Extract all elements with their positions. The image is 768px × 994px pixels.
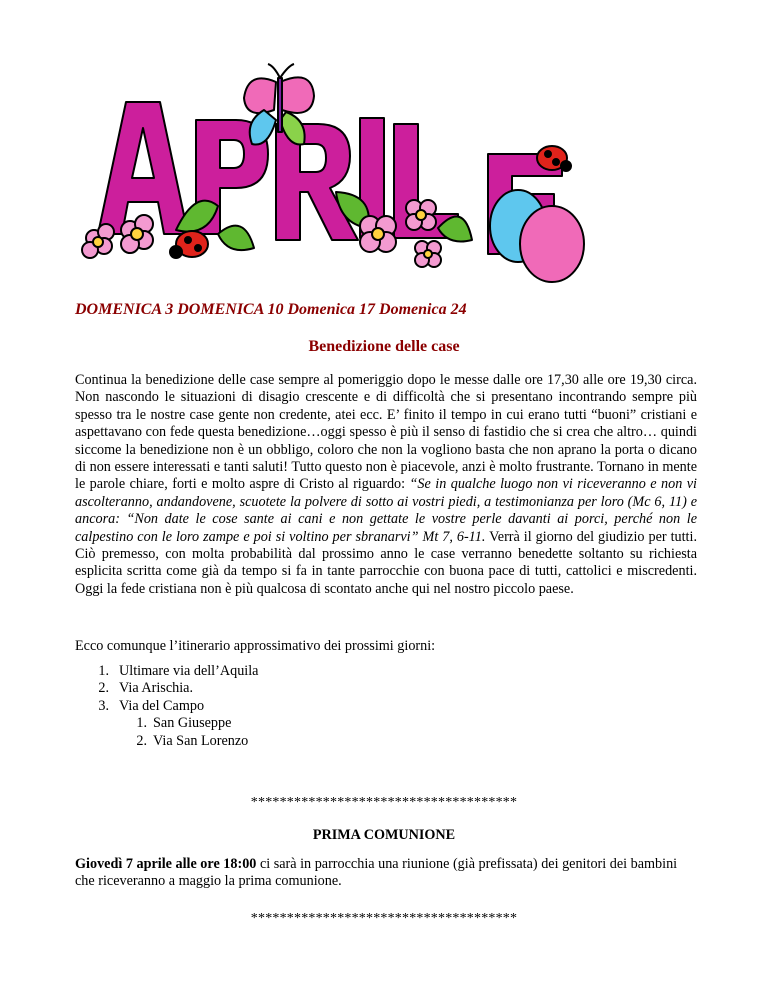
ladybug bbox=[537, 146, 571, 171]
list-label: Via del Campo bbox=[119, 697, 205, 714]
letter-r bbox=[276, 124, 358, 240]
list-label: Via Arischia. bbox=[119, 680, 194, 697]
section-title-blessing: Benedizione delle case bbox=[308, 338, 460, 355]
flower bbox=[121, 215, 153, 253]
butterfly bbox=[244, 64, 314, 145]
list-number: 1. bbox=[136, 715, 147, 732]
sub-list-container bbox=[75, 715, 258, 750]
sub-itinerary-list bbox=[75, 715, 258, 750]
flower bbox=[406, 200, 436, 230]
meeting-date: Giovedì 7 aprile alle ore 18:00 bbox=[75, 856, 257, 872]
separator: ************************************* bbox=[250, 795, 518, 810]
communion-paragraph bbox=[75, 856, 697, 891]
list-number: 1. bbox=[98, 663, 109, 679]
sundays-heading: DOMENICA 3 DOMENICA 10 Domenica 17 Domenica 24 bbox=[75, 301, 467, 318]
flower bbox=[360, 216, 396, 252]
list-item bbox=[75, 663, 258, 680]
itinerary-list bbox=[75, 663, 258, 750]
list-item bbox=[75, 698, 258, 715]
list-label: Ultimare via dell’Aquila bbox=[119, 663, 259, 679]
blessing-paragraph bbox=[75, 372, 697, 598]
ladybug bbox=[170, 231, 208, 258]
pink-egg bbox=[520, 206, 584, 282]
list-item bbox=[75, 680, 258, 697]
scripture-quote: “Se in qualche luogo non vi riceveranno e non vi ascolteranno, andandovene, scuotete la polvere di sotto ai vostri piedi, a testimonianza per loro (Mc 6, 11) e ancora: “Non date le cose sante ai cani e non gettate le vostre perle davanti ai porci, perché non le calpestino con le loro zampe e poi si voltino per sbranarvi” Mt 7, 6-11. bbox=[75, 476, 697, 545]
list-number: 3. bbox=[98, 697, 109, 714]
separator: ************************************* bbox=[250, 911, 518, 926]
paragraph-text: Continua la benedizione delle case sempre al pomeriggio dopo le messe dalle ore 17,30 alle ore 19,30 circa. Non nascondo le situazioni di disagio crescente e di difficoltà che si presentano incontrando sempre più spesso tra le nostre case gente non credente, atei ecc. E’ finito il tempo in cui erano tutti “buoni” cristiani e aspettavano con fede questa benedizione…oggi spesso è più il senso di fastidio che si crea che altro… quindi siccome la benedizione non è un obbligo, coloro che non la vogliono basta che non aprano la porta o dicano di non essere interessati e tanti saluti! Tutto questo non è piacevole, anzi è molto frustrante. Tornano in mente le parole chiare, forti e molto aspre di Cristo al riguardo: bbox=[75, 372, 697, 493]
aprile-banner bbox=[68, 62, 586, 284]
flower bbox=[415, 241, 441, 267]
paragraph-text: Verrà il giorno del giudizio per tutti. Ciò premesso, con molta probabilità dal prossimo anno le case verranno benedette soltanto su richiesta esplicita scritta come già da tempo si fa in tante parrocchie con buona pace di tutti, cattolici e miscredenti. Oggi la fede cristiana non è più qualcosa di scontato anche qui nel nostro piccolo paese. bbox=[75, 528, 697, 597]
list-number: 2. bbox=[98, 680, 109, 697]
flower bbox=[82, 224, 114, 258]
list-number: 2. bbox=[136, 732, 147, 749]
leaf bbox=[218, 226, 254, 250]
sub-list-item bbox=[75, 715, 258, 732]
list-label: Via San Lorenzo bbox=[153, 732, 249, 749]
sub-list-item bbox=[75, 733, 258, 750]
itinerary-intro: Ecco comunque l’itinerario approssimativo dei prossimi giorni: bbox=[75, 638, 436, 654]
paragraph-text: ci sarà in parrocchia una riunione (già prefissata) dei genitori dei bambini che riceveranno a maggio la prima comunione. bbox=[75, 856, 678, 890]
section-title-communion: PRIMA COMUNIONE bbox=[312, 827, 456, 843]
list-label: San Giuseppe bbox=[153, 715, 232, 732]
